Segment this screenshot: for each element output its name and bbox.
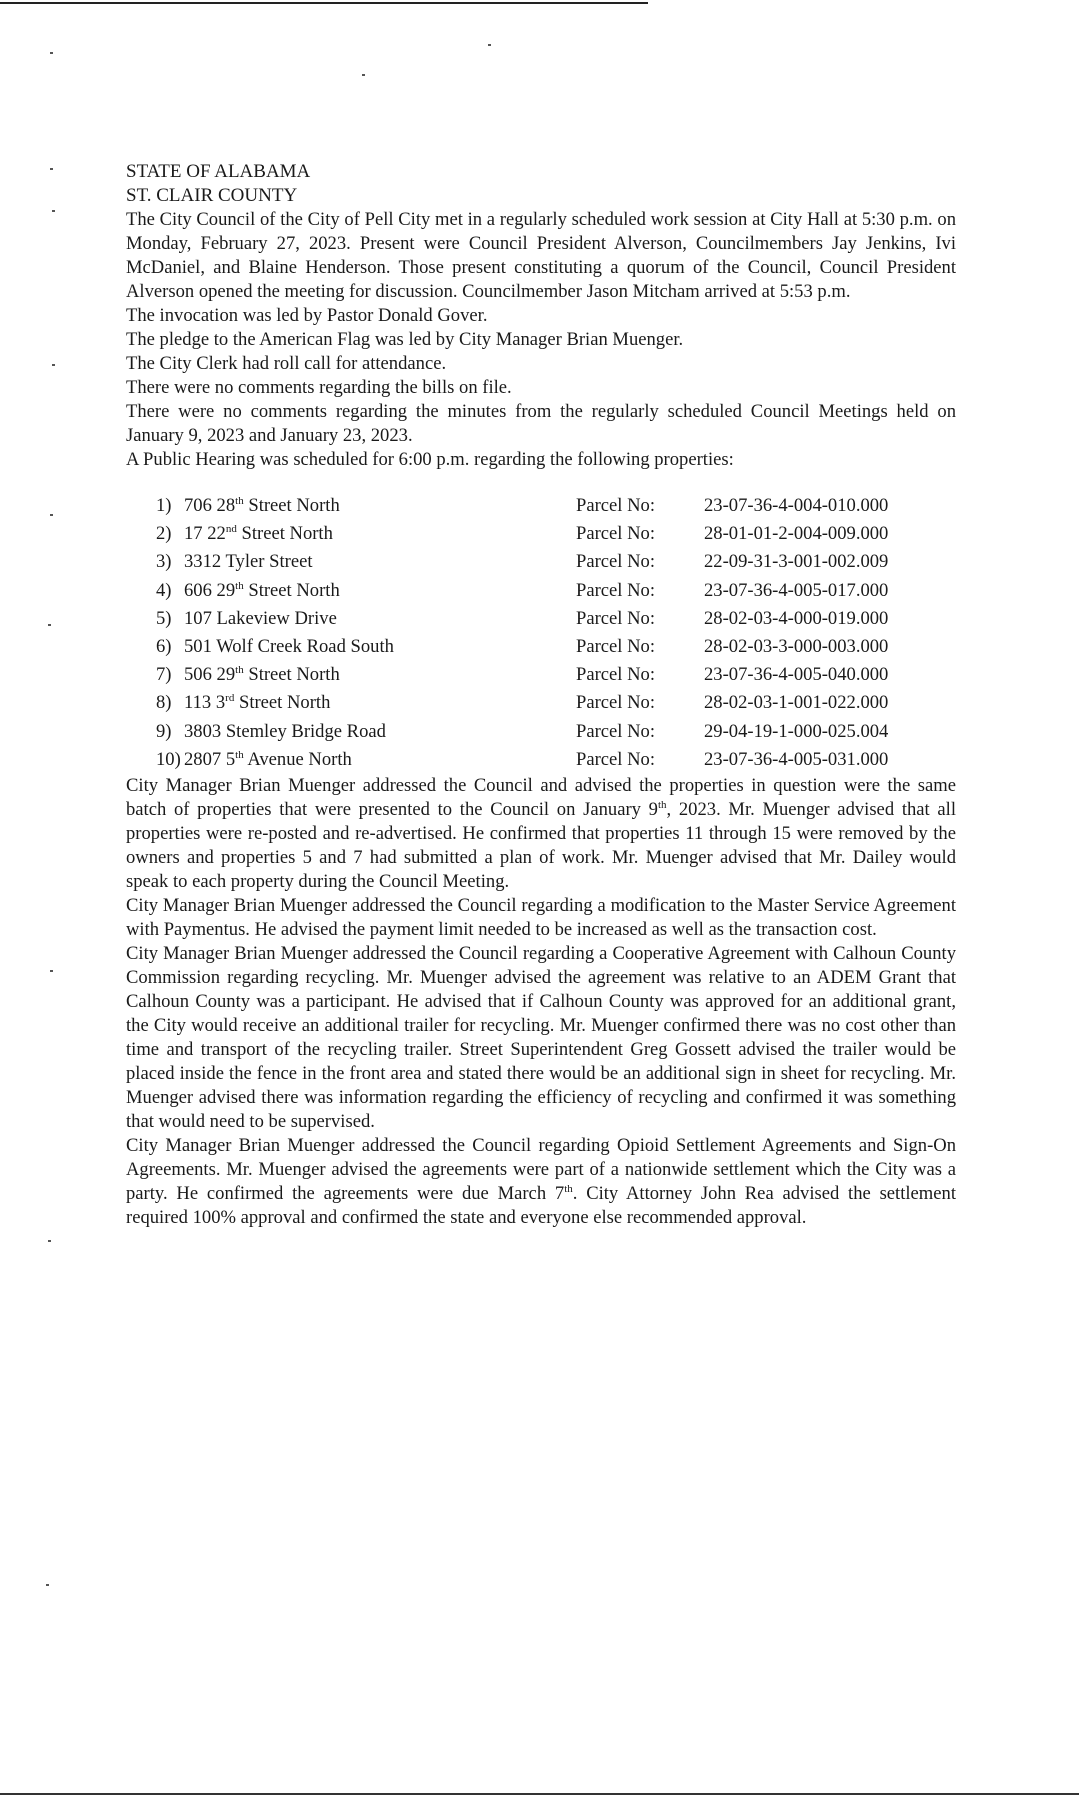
parcel-number: 28-02-03-3-000-003.000 [704,636,889,658]
document-heading [126,160,956,208]
property-address-rest: Street North [234,692,331,714]
property-number: 3) [156,551,172,573]
property-address: 3803 Stemley Bridge Road [184,720,386,742]
property-row [156,746,946,774]
parcel-number: 23-07-36-4-005-031.000 [704,748,889,770]
property-address: 17 22 [184,523,226,545]
property-address: 606 29 [184,579,236,601]
parcel-label: Parcel No: [576,748,655,770]
scan-top-rule [0,2,648,4]
property-row [156,689,946,717]
document-page [126,160,956,1230]
property-address: 706 28 [184,495,236,517]
scan-speck [362,74,365,76]
properties-list [156,492,946,774]
paragraph-recycling: City Manager Brian Muenger addressed the Council regarding a Cooperative Agreement with Calhoun County Commission regarding recycling. Mr. Muenger advised the agreement was relative to an ADEM Grant that Calhoun County was a participant. He advised that if Calhoun County was approved for an additional grant, the City would receive an additional trailer for recycling. Mr. Muenger confirmed there was no cost other than time and transport of the recycling trailer. Street Superintendent Greg Gossett advised the trailer would be placed inside the fence in the front area and stated there would be an additional sign in sheet for recycling. Mr. Muenger advised there was information regarding the efficiency of recycling and confirmed it was something that would need to be supervised. [126,942,956,1132]
paragraph-public-hearing: A Public Hearing was scheduled for 6:00 p.m. regarding the following properties: [126,449,734,470]
property-address-sup: th [235,664,244,677]
scan-speck [48,1240,51,1242]
heading-county: ST. CLAIR COUNTY [126,185,298,206]
property-address-sup: rd [225,692,235,705]
property-address: 107 Lakeview Drive [184,607,337,629]
batch-sup: th [657,798,667,811]
property-row [156,577,946,605]
property-row [156,661,946,689]
parcel-number: 28-02-03-4-000-019.000 [704,607,889,629]
property-address-sup: nd [225,523,237,536]
parcel-label: Parcel No: [576,607,655,629]
parcel-label: Parcel No: [576,720,655,742]
property-number: 2) [156,523,172,545]
paragraph-opioid [126,1134,956,1230]
property-address: 113 3 [184,692,226,714]
paragraph-minutes: There were no comments regarding the minutes from the regularly scheduled Council Meetings held on January 9, 2023 and January 23, 2023. [126,401,956,446]
property-number: 8) [156,692,172,714]
property-address-sup: th [235,579,244,592]
paragraph-invocation: The invocation was led by Pastor Donald Gover. [126,305,488,326]
batch-text-2: , 2023. Mr. Muenger advised that all properties were re-posted and re-advertised. He confirmed that properties 11 through 15 were removed by the owners and properties 5 and 7 had submitted a plan of work. Mr. Muenger advised that Mr. Dailey would speak to each property during the Council Meeting. [126,798,956,892]
property-address-sup: th [235,748,244,761]
scan-speck [50,514,53,516]
parcel-label: Parcel No: [576,636,655,658]
property-address: 506 29 [184,664,236,686]
paragraph-paymentus: City Manager Brian Muenger addressed the Council regarding a modification to the Master Service Agreement with Paymentus. He advised the payment limit needed to be increased as well as the transaction cost. [126,894,956,940]
scan-speck [46,1584,49,1586]
paragraph-pledge: The pledge to the American Flag was led by City Manager Brian Muenger. [126,329,684,350]
parcel-label: Parcel No: [576,523,655,545]
heading-state: STATE OF ALABAMA [126,161,311,182]
property-address-sup: th [235,494,244,507]
property-address: 2807 5 [184,748,236,770]
scan-speck [488,44,491,46]
paragraph-opening: The City Council of the City of Pell City met in a regularly scheduled work session at City Hall at 5:30 p.m. on Monday, February 27, 2023. Present were Council President Alverson, Councilmembers Jay Jenkins, Ivi McDaniel, and Blaine Henderson. Those present constituting a quorum of the Council, Council President Alverson opened the meeting for discussion. Councilmember Jason Mitcham arrived at 5:53 p.m. [126,209,956,302]
scan-speck [52,210,55,212]
property-address-rest: Street North [236,523,333,545]
paragraph-roll-call: The City Clerk had roll call for attendance. [126,353,447,374]
scan-bottom-rule [0,1793,1079,1795]
property-number: 4) [156,579,172,601]
property-number: 5) [156,607,172,629]
property-row [156,605,946,633]
property-number: 7) [156,664,172,686]
property-number: 6) [156,636,172,658]
parcel-number: 23-07-36-4-005-040.000 [704,664,889,686]
opioid-text: City Manager Brian Muenger addressed the Council regarding Opioid Settlement Agreements and Sign-On Agreements. Mr. Muenger advised the agreements were part of a nationwide settlement which the City was a party. He confirmed the agreements were due March 7 [126,1134,956,1204]
property-row [156,633,946,661]
property-number: 1) [156,495,172,517]
property-address-rest: Street North [243,495,340,517]
property-address-rest: Street North [243,664,340,686]
scan-speck [52,364,55,366]
property-row [156,548,946,576]
property-number: 9) [156,720,172,742]
parcel-number: 22-09-31-3-001-002.009 [704,551,889,573]
paragraph-bills: There were no comments regarding the bills on file. [126,377,512,398]
parcel-label: Parcel No: [576,692,655,714]
parcel-number: 23-07-36-4-004-010.000 [704,495,889,517]
property-address-rest: Avenue North [243,748,352,770]
property-address: 501 Wolf Creek Road South [184,636,394,658]
paragraph-batch [126,774,956,894]
opioid-text-2: . City Attorney John Rea advised the settlement required 100% approval and confirmed the state and everyone else recommended approval. [126,1182,956,1228]
property-number: 10) [156,748,181,770]
scan-speck [50,52,53,54]
scan-speck [50,168,53,170]
property-address-rest: Street North [243,579,340,601]
property-row [156,492,946,520]
property-row [156,520,946,548]
parcel-number: 29-04-19-1-000-025.004 [704,720,889,742]
parcel-number: 28-01-01-2-004-009.000 [704,523,889,545]
parcel-label: Parcel No: [576,664,655,686]
scan-speck [50,970,53,972]
parcel-number: 23-07-36-4-005-017.000 [704,579,889,601]
batch-text: City Manager Brian Muenger addressed the Council and advised the properties in question were the same batch of properties that were presented to the Council on January 9 [126,774,956,820]
parcel-label: Parcel No: [576,551,655,573]
property-row [156,718,946,746]
parcel-label: Parcel No: [576,579,655,601]
parcel-label: Parcel No: [576,495,655,517]
opioid-sup: th [564,1182,573,1195]
property-address: 3312 Tyler Street [184,551,313,573]
parcel-number: 28-02-03-1-001-022.000 [704,692,889,714]
scan-speck [48,624,51,626]
